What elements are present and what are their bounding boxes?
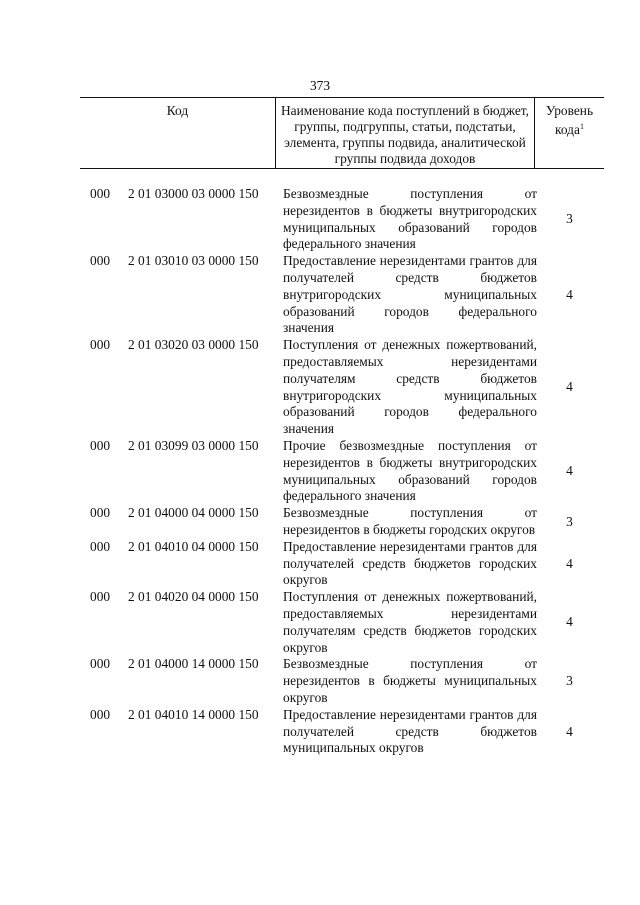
table-header <box>80 97 604 169</box>
row-code: 2 01 03020 03 0000 150 <box>128 337 259 353</box>
table-row <box>0 656 640 706</box>
table-row <box>0 186 640 253</box>
row-level: 4 <box>566 555 573 571</box>
table-row <box>0 707 640 757</box>
row-level: 3 <box>566 673 573 689</box>
row-prefix: 000 <box>90 337 111 353</box>
page-number: 373 <box>309 78 331 93</box>
row-code: 2 01 03000 03 0000 150 <box>128 186 259 201</box>
table-body <box>0 186 640 757</box>
header-level <box>535 98 604 168</box>
header-code: Код <box>166 103 189 118</box>
row-name: Поступления от денежных пожертвований, предоставляемых нерезидентами получателям средств бюджетов городских округов <box>283 589 537 655</box>
row-prefix: 000 <box>90 706 111 722</box>
row-code: 2 01 03099 03 0000 150 <box>128 437 259 453</box>
row-name: Прочие безвозмездные поступления от нерезидентов в бюджеты внутригородских муниципальных образований городов федерального значения <box>283 437 537 504</box>
row-name: Безвозмездные поступления от нерезидентов в бюджеты внутригородских муниципальных образований городов федерального значения <box>283 186 537 252</box>
row-code: 2 01 04000 14 0000 150 <box>128 656 259 672</box>
row-prefix: 000 <box>90 589 111 605</box>
header-level-label: Уровень кода <box>545 103 594 137</box>
row-prefix: 000 <box>90 656 111 672</box>
row-prefix: 000 <box>90 437 111 453</box>
row-level: 3 <box>566 513 573 529</box>
row-code: 2 01 04010 14 0000 150 <box>128 706 259 722</box>
row-level: 4 <box>566 286 573 302</box>
row-prefix: 000 <box>90 186 111 201</box>
row-level: 4 <box>566 723 573 739</box>
row-prefix: 000 <box>90 253 111 269</box>
row-name: Предоставление нерезидентами грантов для получателей средств бюджетов муниципальных округов <box>283 706 537 756</box>
row-name: Предоставление нерезидентами грантов для получателей средств бюджетов внутригородских муниципальных образований городов федерального значения <box>283 253 537 336</box>
row-name: Предоставление нерезидентами грантов для получателей средств бюджетов городских округов <box>283 538 537 588</box>
table-row <box>0 438 640 505</box>
row-level: 3 <box>566 211 573 227</box>
table-row <box>0 505 640 539</box>
table-row <box>0 589 640 656</box>
row-code: 2 01 03010 03 0000 150 <box>128 253 259 269</box>
row-code: 2 01 04010 04 0000 150 <box>128 538 259 554</box>
header-level-footnote: 1 <box>579 122 584 131</box>
header-name: Наименование кода поступлений в бюджет, группы, подгруппы, статьи, подстатьи, элемента, группы подвида, аналитической группы подвида доходов <box>275 98 535 168</box>
row-name: Безвозмездные поступления от нерезидентов в бюджеты городских округов <box>283 505 537 537</box>
table-row <box>0 539 640 589</box>
row-prefix: 000 <box>90 505 111 521</box>
row-prefix: 000 <box>90 538 111 554</box>
row-level: 4 <box>566 379 573 395</box>
row-level: 4 <box>566 614 573 630</box>
row-level: 4 <box>566 463 573 479</box>
row-name: Поступления от денежных пожертвований, предоставляемых нерезидентами получателям средств бюджетов внутригородских муниципальных образований городов федерального значения <box>283 337 537 437</box>
table-row <box>0 253 640 337</box>
row-code: 2 01 04020 04 0000 150 <box>128 589 259 605</box>
row-code: 2 01 04000 04 0000 150 <box>128 505 259 521</box>
row-name: Безвозмездные поступления от нерезидентов в бюджеты муниципальных округов <box>283 656 537 705</box>
table-row <box>0 337 640 438</box>
